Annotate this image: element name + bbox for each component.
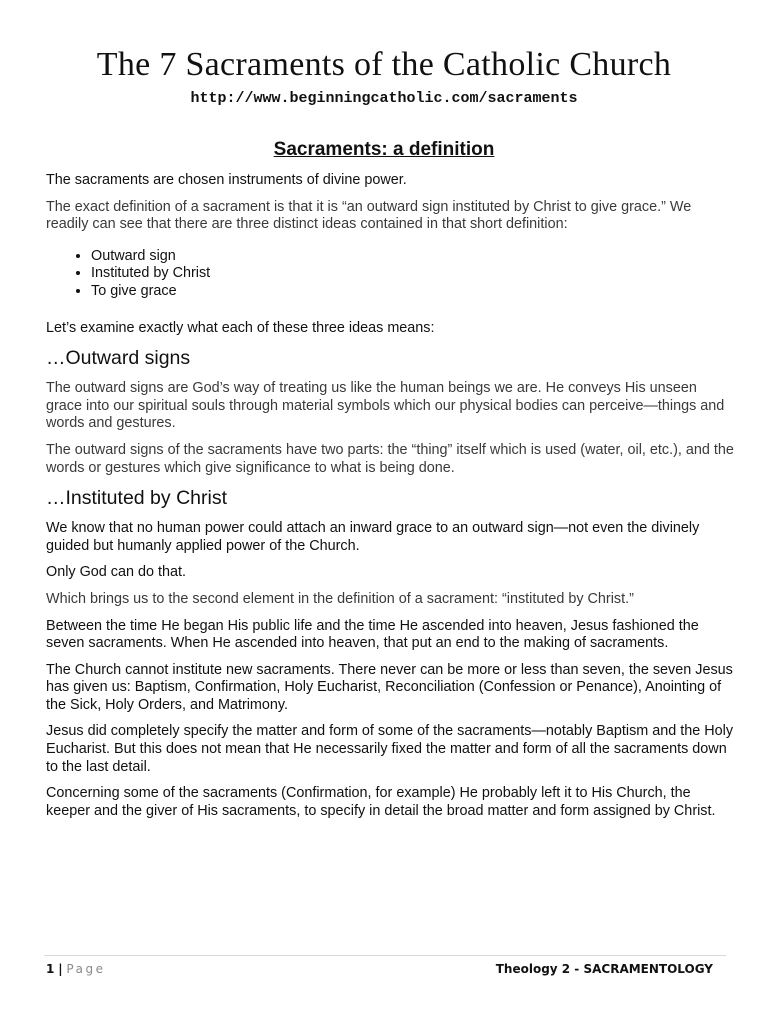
footer-course xyxy=(496,962,713,976)
section-title: Sacraments: a definition xyxy=(273,139,495,160)
page-indicator xyxy=(46,962,105,976)
paragraph: Let’s examine exactly what each of these three ideas means: xyxy=(46,319,435,336)
page-separator: | xyxy=(58,962,63,976)
document-body xyxy=(46,172,736,829)
source-url[interactable]: http://www.beginningcatholic.com/sacraments xyxy=(190,90,578,107)
paragraph: The outward signs of the sacraments have two parts: the “thing” itself which is used (water, oil, etc.), and the words or gestures which give significance to what is being done. xyxy=(46,441,734,476)
paragraph: Which brings us to the second element in the definition of a sacrament: “instituted by Christ.” xyxy=(46,590,634,607)
course-prefix: Theology 2 - xyxy=(495,962,584,976)
paragraph: The sacraments are chosen instruments of divine power. xyxy=(46,172,407,188)
paragraph: The Church cannot institute new sacraments. There never can be more or less than seven, the seven Jesus has given us: Baptism, Confirmation, Holy Eucharist, Reconciliation (Confession or Penance), Anointing of the Sick, Holy Orders, and Matrimony. xyxy=(46,661,733,713)
footer-divider xyxy=(44,955,726,956)
course-name: SACRAMENTOLOGY xyxy=(583,962,713,976)
document-title: The 7 Sacraments of the Catholic Church xyxy=(96,46,672,83)
paragraph: The exact definition of a sacrament is that it is “an outward sign instituted by Christ to give grace.” We readily can see that there are three distinct ideas contained in that short definition: xyxy=(46,198,692,233)
paragraph: Concerning some of the sacraments (Confirmation, for example) He probably left it to His Church, the keeper and the giver of His sacraments, to specify in detail the broad matter and form assigned by Christ. xyxy=(46,785,716,819)
paragraph: The outward signs are God’s way of treating us like the human beings we are. He conveys His unseen grace into our spiritual souls through material symbols which our physical bodies can perceive—things and words and gestures. xyxy=(46,380,725,432)
list-item: • Instituted by Christ xyxy=(91,265,736,283)
subheading-instituted-by-christ: …Instituted by Christ xyxy=(46,487,227,510)
paragraph: Between the time He began His public life and the time He ascended into heaven, Jesus fashioned the seven sacraments. When He ascended into heaven, that put an end to the making of sacraments. xyxy=(46,617,699,652)
definition-list xyxy=(46,248,736,301)
list-item: • Outward sign xyxy=(91,248,736,266)
list-item: • To give grace xyxy=(91,283,736,301)
paragraph: We know that no human power could attach an inward grace to an outward sign—not even the divinely guided but humanly applied power of the Church. xyxy=(46,520,700,554)
paragraph: Jesus did completely specify the matter and form of some of the sacraments—notably Baptism and the Holy Eucharist. But this does not mean that He necessarily fixed the matter and form of all the sacraments down to the last detail. xyxy=(46,723,734,775)
page-number: 1 xyxy=(46,962,55,976)
subheading-outward-signs: …Outward signs xyxy=(46,347,191,370)
paragraph: Only God can do that. xyxy=(46,564,186,581)
page-label: Page xyxy=(66,962,106,976)
